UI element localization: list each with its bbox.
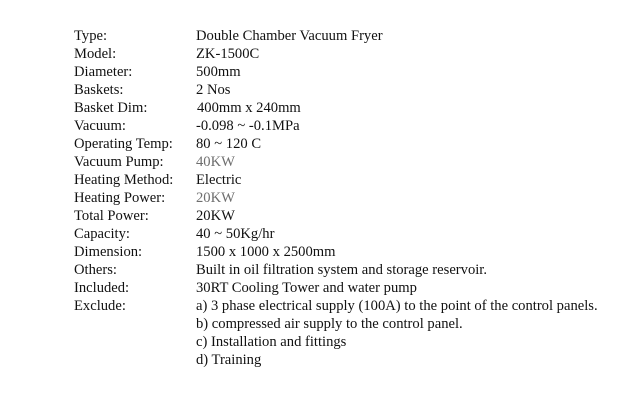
spec-value: 20KW [196, 190, 235, 206]
spec-row-others [74, 261, 629, 279]
spec-value: 1500 x 1000 x 2500mm [196, 244, 336, 260]
spec-label: Diameter: [74, 64, 133, 80]
spec-label: Baskets: [74, 82, 124, 98]
spec-value: Built in oil filtration system and storage reservoir. [196, 262, 488, 278]
spec-value: Electric [196, 172, 242, 188]
spec-value: 30RT Cooling Tower and water pump [196, 280, 417, 296]
spec-value: 400mm x 240mm [197, 100, 301, 116]
spec-label: Heating Method: [74, 172, 174, 188]
spec-value: 2 Nos [196, 82, 231, 98]
spec-row-type [74, 27, 629, 45]
spec-row-exclude-b [74, 315, 629, 333]
spec-label: Vacuum: [74, 118, 126, 134]
spec-row-baskets [74, 81, 629, 99]
spec-label: Included: [74, 280, 130, 296]
spec-label: Vacuum Pump: [74, 154, 164, 170]
spec-label: Others: [74, 262, 117, 278]
spec-label: Heating Power: [74, 190, 166, 206]
spec-row-total-power [74, 207, 629, 225]
spec-value: 500mm [196, 64, 241, 80]
spec-value: -0.098 ~ -0.1MPa [196, 118, 300, 134]
spec-label: Operating Temp: [74, 136, 173, 152]
spec-label: Dimension: [74, 244, 143, 260]
spec-row-basket-dim [74, 99, 629, 117]
spec-label: Basket Dim: [74, 100, 148, 116]
spec-value: d) Training [196, 352, 262, 368]
spec-row-operating-temp [74, 135, 629, 153]
spec-label: Model: [74, 46, 117, 62]
spec-value: 40KW [196, 154, 235, 170]
spec-row-dimension [74, 243, 629, 261]
spec-row-capacity [74, 225, 629, 243]
spec-row-exclude-d [74, 351, 629, 369]
spec-row-exclude-c [74, 333, 629, 351]
spec-row-exclude [74, 297, 629, 315]
spec-label: Capacity: [74, 226, 130, 242]
spec-row-vacuum [74, 117, 629, 135]
spec-row-heating-method [74, 171, 629, 189]
spec-sheet [74, 27, 629, 369]
spec-value: 20KW [196, 208, 235, 224]
spec-value: b) compressed air supply to the control panel. [196, 316, 463, 332]
spec-row-included [74, 279, 629, 297]
spec-row-vacuum-pump [74, 153, 629, 171]
spec-row-diameter [74, 63, 629, 81]
spec-value: c) Installation and fittings [196, 334, 347, 350]
spec-value: 80 ~ 120 C [196, 136, 262, 152]
spec-row-model [74, 45, 629, 63]
spec-value: 40 ~ 50Kg/hr [196, 226, 275, 242]
spec-row-heating-power [74, 189, 629, 207]
spec-label: Exclude: [74, 298, 126, 314]
spec-label: Type: [74, 28, 108, 44]
spec-value: a) 3 phase electrical supply (100A) to the point of the control panels. [196, 298, 598, 314]
spec-value: Double Chamber Vacuum Fryer [196, 28, 383, 44]
spec-value: ZK-1500C [196, 46, 260, 62]
spec-label: Total Power: [74, 208, 149, 224]
